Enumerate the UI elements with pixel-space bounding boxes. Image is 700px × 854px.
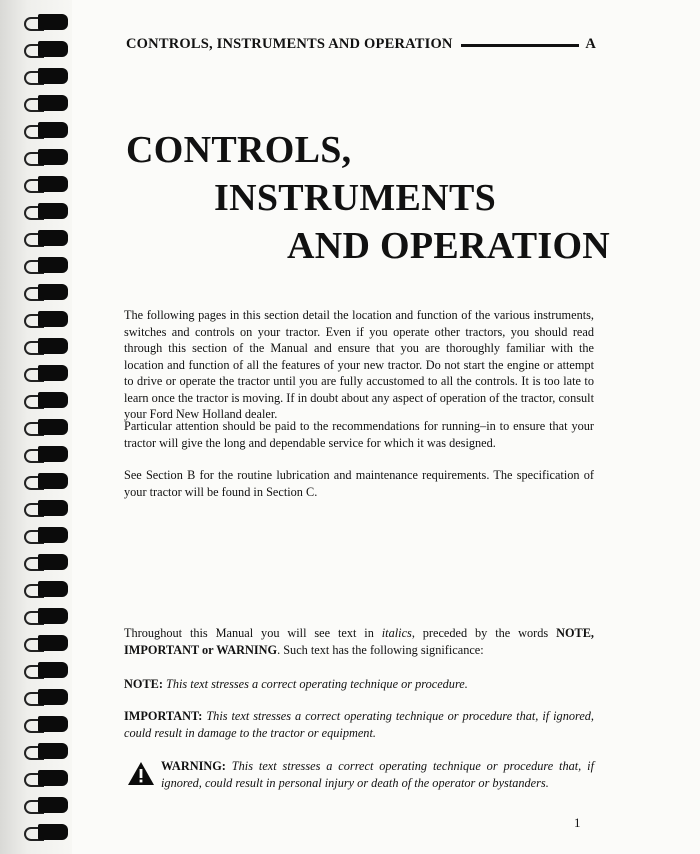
spiral-binding <box>0 0 72 854</box>
binding-coil <box>24 554 68 570</box>
title-line-3: AND OPERATION <box>287 225 611 267</box>
page-number: 1 <box>574 815 581 830</box>
binding-coil <box>24 176 68 192</box>
binding-coil <box>24 419 68 435</box>
header-rule <box>461 44 580 47</box>
binding-coil <box>24 338 68 354</box>
binding-coil <box>24 14 68 30</box>
warning-label: WARNING: <box>161 759 226 773</box>
binding-coil <box>24 824 68 840</box>
binding-coil <box>24 581 68 597</box>
conventions-keywords: NOTE, IMPORTANT or WARNING <box>124 626 594 657</box>
binding-coil <box>24 257 68 273</box>
binding-coil <box>24 41 68 57</box>
conventions-paragraph <box>124 625 594 658</box>
note-text: This text stresses a correct operating technique or procedure. <box>162 677 468 691</box>
header-section-letter: A <box>585 35 596 52</box>
binding-coil <box>24 311 68 327</box>
warning-block <box>124 758 594 798</box>
note-label: NOTE: <box>124 677 163 691</box>
binding-coil <box>24 527 68 543</box>
warning-text: This text stresses a correct operating technique or procedure that, if ignored, could result in personal injury or death of the operator or bystanders. <box>161 759 594 790</box>
binding-coil <box>24 716 68 732</box>
binding-coil <box>24 95 68 111</box>
binding-coil <box>24 392 68 408</box>
binding-coil <box>24 68 68 84</box>
conventions-italics-word: italics <box>381 626 412 640</box>
important-label: IMPORTANT: <box>124 709 203 723</box>
important-paragraph <box>124 708 594 741</box>
conventions-text-a: Throughout this Manual you will see text in <box>124 626 382 640</box>
conventions-text-b: , preceded by the words <box>411 626 557 640</box>
binding-coil <box>24 149 68 165</box>
binding-coil <box>24 446 68 462</box>
running-header <box>126 34 596 54</box>
binding-coil <box>24 473 68 489</box>
binding-coil <box>24 608 68 624</box>
binding-coil <box>24 797 68 813</box>
warning-triangle-icon <box>128 762 154 785</box>
binding-coil <box>24 662 68 678</box>
title-line-1: CONTROLS, <box>126 129 352 171</box>
binding-coil <box>24 770 68 786</box>
conventions-text-c: . Such text has the following significance: <box>277 642 484 657</box>
binding-coil <box>24 689 68 705</box>
binding-coil <box>24 635 68 651</box>
binding-coil <box>24 500 68 516</box>
warning-paragraph <box>161 758 594 791</box>
intro-paragraph: The following pages in this section detail the location and function of the various instruments, switches and controls on your tractor. Even if you operate other tractors, you should read through this section of the Manual and ensure that you are thoroughly familiar with the location and function of all the features of your new tractor. Do not start the engine or attempt to drive or operate the tractor until you are fully accustomed to all the controls. It is too late to learn once the tractor is moving. If in doubt about any aspect of operation of the tractor, consult your Ford New Holland dealer. <box>124 308 594 421</box>
binding-coil <box>24 284 68 300</box>
section-reference-paragraph: See Section B for the routine lubrication and maintenance requirements. The specification of your tractor will be found in Section C. <box>124 468 594 499</box>
binding-coil <box>24 743 68 759</box>
title-line-2: INSTRUMENTS <box>214 177 497 219</box>
binding-coil <box>24 122 68 138</box>
important-text: This text stresses a correct operating technique or procedure that, if ignored, could result in damage to the tractor or equipment. <box>124 709 594 740</box>
binding-coil <box>24 230 68 246</box>
running-in-paragraph: Particular attention should be paid to the recommendations for running–in to ensure that your tractor will give the long and dependable service for which it was designed. <box>124 419 594 450</box>
binding-coil <box>24 365 68 381</box>
header-section-title: CONTROLS, INSTRUMENTS AND OPERATION <box>126 35 453 52</box>
binding-coil <box>24 203 68 219</box>
note-paragraph <box>124 676 594 693</box>
